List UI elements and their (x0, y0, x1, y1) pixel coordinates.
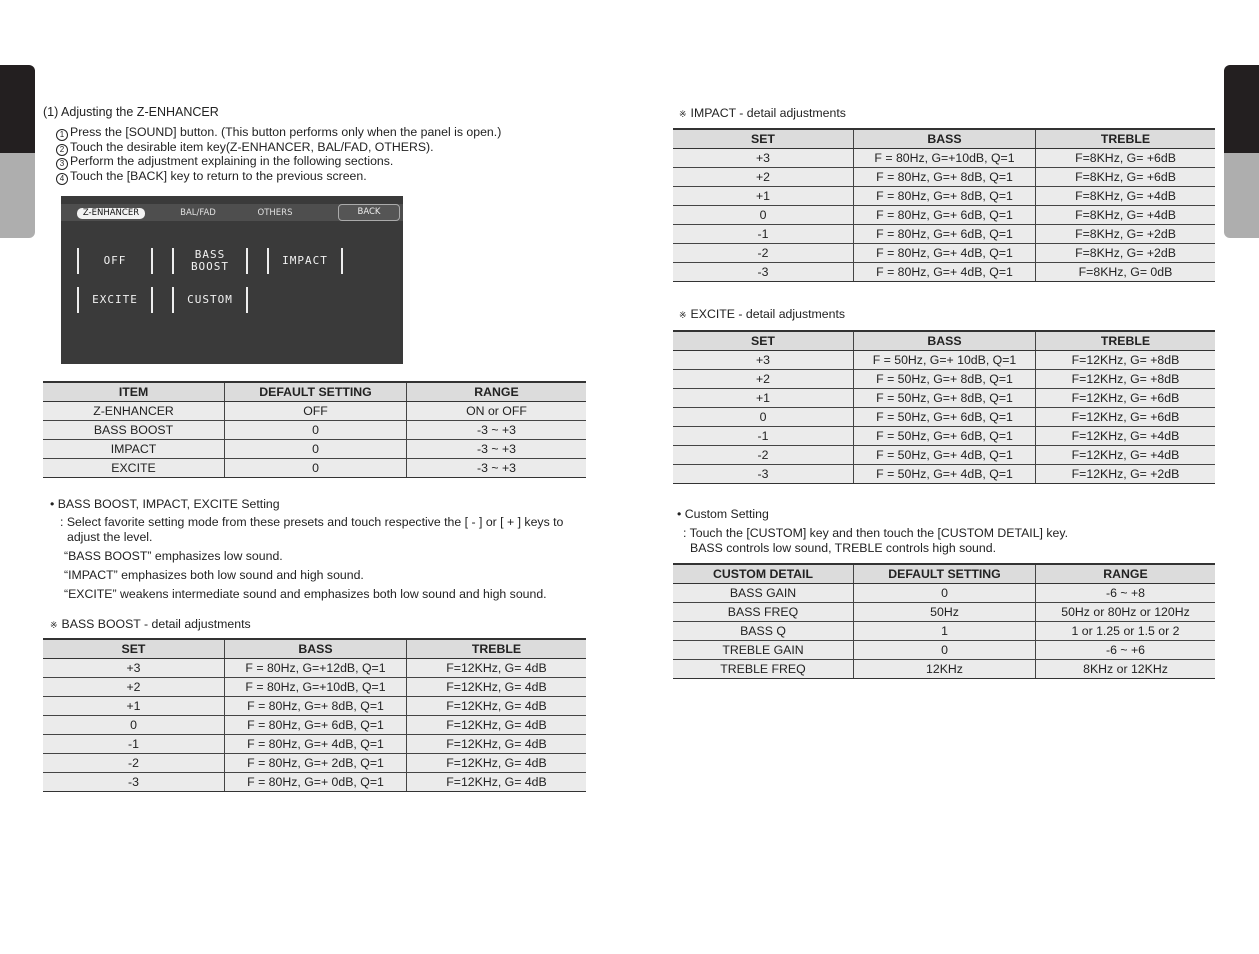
table-cell: +1 (43, 697, 225, 716)
column-header: SET (43, 639, 225, 659)
table-cell: +3 (673, 351, 854, 370)
table-cell: BASS Q (673, 622, 854, 641)
setting-line-4: “IMPACT” emphasizes both low sound and high sound. (64, 568, 364, 582)
step-text-1: Press the [SOUND] button. (This button performs only when the panel is open.) (70, 125, 502, 139)
screen-bass-boost-button[interactable]: BASS BOOST (172, 248, 248, 274)
left-thumb-tab-grey (0, 153, 35, 238)
step-number-3: 3 (56, 158, 68, 170)
table-row (673, 622, 1215, 641)
table-header-row (43, 639, 586, 659)
column-header: SET (673, 129, 854, 149)
impact-title (679, 106, 846, 120)
custom-line-1: : Touch the [CUSTOM] key and then touch the [CUSTOM DETAIL] key. (683, 526, 1069, 540)
table-row (43, 678, 586, 697)
screen-off-button[interactable]: OFF (77, 248, 153, 274)
table-row (673, 465, 1215, 484)
table-cell: +2 (673, 168, 854, 187)
table-cell: F=8KHz, G= +6dB (1036, 168, 1216, 187)
table-row (673, 603, 1215, 622)
table-cell: -2 (673, 446, 854, 465)
table-cell: F=12KHz, G= 4dB (407, 678, 587, 697)
table-row (43, 697, 586, 716)
table-cell: F=12KHz, G= 4dB (407, 659, 587, 678)
column-header: BASS (225, 639, 407, 659)
table-cell: -2 (43, 754, 225, 773)
table-row (43, 735, 586, 754)
table-cell: BASS FREQ (673, 603, 854, 622)
table-cell: +2 (673, 370, 854, 389)
bass-boost-title (50, 617, 251, 631)
table-cell: -6 ~ +8 (1036, 584, 1216, 603)
custom-detail-table (673, 563, 1215, 679)
table-cell: F = 80Hz, G=+ 2dB, Q=1 (225, 754, 407, 773)
table-cell: F = 80Hz, G=+12dB, Q=1 (225, 659, 407, 678)
table-cell: 0 (225, 459, 407, 478)
step-4 (56, 169, 367, 185)
table-cell: -6 ~ +6 (1036, 641, 1216, 660)
custom-heading: Custom Setting (684, 507, 769, 521)
bullet-dot-icon: • (50, 497, 58, 511)
table-cell: 0 (673, 408, 854, 427)
excite-title (679, 307, 845, 321)
table-row (673, 351, 1215, 370)
reference-mark-icon: ※ (679, 109, 687, 119)
table-cell: F=8KHz, G= +6dB (1036, 149, 1216, 168)
table-cell: F=12KHz, G= 4dB (407, 735, 587, 754)
table-cell: F = 50Hz, G=+ 4dB, Q=1 (854, 446, 1036, 465)
screen-custom-button[interactable]: CUSTOM (172, 287, 248, 313)
table-cell: F=12KHz, G= +8dB (1036, 370, 1216, 389)
table-cell: +3 (673, 149, 854, 168)
table-cell: F=8KHz, G= +2dB (1036, 244, 1216, 263)
table-cell: -3 ~ +3 (407, 440, 587, 459)
table-cell: F=8KHz, G= +4dB (1036, 206, 1216, 225)
column-header: RANGE (1036, 564, 1216, 584)
table-row (43, 440, 586, 459)
step-text-2: Touch the desirable item key(Z-ENHANCER, BAL/FAD, OTHERS). (70, 140, 434, 154)
table-row (673, 584, 1215, 603)
column-header: DEFAULT SETTING (854, 564, 1036, 584)
table-cell: F=12KHz, G= 4dB (407, 716, 587, 735)
item-table (43, 381, 586, 478)
table-row (673, 446, 1215, 465)
table-cell: F = 80Hz, G=+ 8dB, Q=1 (854, 168, 1036, 187)
table-cell: F = 80Hz, G=+10dB, Q=1 (225, 678, 407, 697)
table-row (673, 660, 1215, 679)
table-cell: OFF (225, 402, 407, 421)
table-row (673, 370, 1215, 389)
column-header: BASS (854, 129, 1036, 149)
table-cell: +2 (43, 678, 225, 697)
table-cell: F = 50Hz, G=+ 8dB, Q=1 (854, 389, 1036, 408)
table-cell: BASS BOOST (43, 421, 225, 440)
bullet-dot-icon: • (677, 507, 685, 521)
step-number-2: 2 (56, 144, 68, 156)
table-cell: 1 (854, 622, 1036, 641)
impact-table (673, 128, 1215, 282)
table-cell: -3 (43, 773, 225, 792)
right-thumb-tab-dark (1224, 65, 1259, 153)
table-cell: EXCITE (43, 459, 225, 478)
setting-line-1: : Select favorite setting mode from these presets and touch respective the [ - ] or [ + ] keys to (60, 515, 564, 529)
column-header: ITEM (43, 382, 225, 402)
screen-tab-bal-fad[interactable]: BAL/FAD (180, 208, 216, 218)
table-row (673, 187, 1215, 206)
table-cell: F=12KHz, G= +4dB (1036, 427, 1216, 446)
table-cell: TREBLE GAIN (673, 641, 854, 660)
table-cell: -1 (43, 735, 225, 754)
table-cell: +1 (673, 187, 854, 206)
table-cell: -1 (673, 427, 854, 446)
table-cell: 8KHz or 12KHz (1036, 660, 1216, 679)
column-header: RANGE (407, 382, 587, 402)
table-cell: 12KHz (854, 660, 1036, 679)
step-number-1: 1 (56, 129, 68, 141)
table-cell: F = 80Hz, G=+ 4dB, Q=1 (854, 263, 1036, 282)
table-cell: 0 (225, 440, 407, 459)
table-cell: 0 (225, 421, 407, 440)
table-cell: F = 80Hz, G=+ 0dB, Q=1 (225, 773, 407, 792)
table-cell: F = 50Hz, G=+ 4dB, Q=1 (854, 465, 1036, 484)
table-cell: +1 (673, 389, 854, 408)
table-cell: F = 50Hz, G=+ 6dB, Q=1 (854, 427, 1036, 446)
table-cell: F = 50Hz, G=+ 10dB, Q=1 (854, 351, 1036, 370)
table-cell: F=8KHz, G= 0dB (1036, 263, 1216, 282)
column-header: DEFAULT SETTING (225, 382, 407, 402)
table-header-row (673, 129, 1215, 149)
impact-title-text: IMPACT - detail adjustments (690, 106, 846, 120)
reference-mark-icon: ※ (679, 310, 687, 320)
table-row (43, 773, 586, 792)
screen-tab-z-enhancer[interactable]: Z-ENHANCER (77, 208, 145, 219)
table-cell: F=12KHz, G= 4dB (407, 697, 587, 716)
right-thumb-tab-grey (1224, 153, 1259, 238)
table-header-row (43, 382, 586, 402)
table-cell: F=12KHz, G= +6dB (1036, 389, 1216, 408)
table-cell: -3 (673, 263, 854, 282)
table-cell: -3 (673, 465, 854, 484)
step-text-3: Perform the adjustment explaining in the following sections. (70, 154, 394, 168)
screen-excite-button[interactable]: EXCITE (77, 287, 153, 313)
table-cell: F = 80Hz, G=+10dB, Q=1 (854, 149, 1036, 168)
column-header: TREBLE (1036, 129, 1216, 149)
table-cell: F = 80Hz, G=+ 6dB, Q=1 (225, 716, 407, 735)
step-1 (56, 125, 501, 141)
step-3 (56, 154, 393, 170)
setting-line-2: adjust the level. (67, 530, 153, 544)
table-row (43, 659, 586, 678)
left-thumb-tab-dark (0, 65, 35, 153)
screen-tab-others[interactable]: OTHERS (257, 208, 293, 218)
table-cell: 0 (854, 641, 1036, 660)
custom-line-2: BASS controls low sound, TREBLE controls high sound. (690, 541, 996, 555)
section-title-z-enhancer: (1) Adjusting the Z-ENHANCER (43, 105, 219, 119)
column-header: BASS (854, 331, 1036, 351)
column-header: TREBLE (1036, 331, 1216, 351)
table-cell: F=12KHz, G= 4dB (407, 773, 587, 792)
table-row (673, 263, 1215, 282)
table-row (43, 459, 586, 478)
table-cell: F=12KHz, G= +4dB (1036, 446, 1216, 465)
screen-impact-button[interactable]: IMPACT (267, 248, 343, 274)
table-row (43, 754, 586, 773)
table-cell: -3 ~ +3 (407, 421, 587, 440)
table-row (673, 641, 1215, 660)
table-cell: 0 (854, 584, 1036, 603)
table-cell: -2 (673, 244, 854, 263)
reference-mark-icon: ※ (50, 620, 58, 630)
table-cell: ON or OFF (407, 402, 587, 421)
table-cell: F = 50Hz, G=+ 8dB, Q=1 (854, 370, 1036, 389)
table-row (673, 389, 1215, 408)
step-text-4: Touch the [BACK] key to return to the previous screen. (70, 169, 367, 183)
table-cell: F=8KHz, G= +2dB (1036, 225, 1216, 244)
table-row (43, 402, 586, 421)
table-cell: F = 80Hz, G=+ 4dB, Q=1 (854, 244, 1036, 263)
table-cell: F = 80Hz, G=+ 6dB, Q=1 (854, 206, 1036, 225)
screen-back-button[interactable]: BACK (338, 204, 400, 221)
bass-boost-table (43, 638, 586, 792)
table-row (43, 421, 586, 440)
table-cell: 0 (43, 716, 225, 735)
table-cell: 1 or 1.25 or 1.5 or 2 (1036, 622, 1216, 641)
excite-table (673, 330, 1215, 484)
table-row (673, 244, 1215, 263)
custom-bullet (677, 507, 769, 521)
table-cell: F=12KHz, G= +6dB (1036, 408, 1216, 427)
table-cell: TREBLE FREQ (673, 660, 854, 679)
setting-line-3: “BASS BOOST” emphasizes low sound. (64, 549, 283, 563)
column-header: CUSTOM DETAIL (673, 564, 854, 584)
column-header: TREBLE (407, 639, 587, 659)
column-header: SET (673, 331, 854, 351)
table-cell: 50Hz or 80Hz or 120Hz (1036, 603, 1216, 622)
table-cell: BASS GAIN (673, 584, 854, 603)
setting-line-5: “EXCITE” weakens intermediate sound and emphasizes both low sound and high sound. (64, 587, 547, 601)
table-cell: F=12KHz, G= +8dB (1036, 351, 1216, 370)
table-cell: F = 80Hz, G=+ 6dB, Q=1 (854, 225, 1036, 244)
table-cell: F = 50Hz, G=+ 6dB, Q=1 (854, 408, 1036, 427)
table-cell: 50Hz (854, 603, 1036, 622)
table-row (673, 427, 1215, 446)
table-header-row (673, 564, 1215, 584)
table-cell: F=12KHz, G= 4dB (407, 754, 587, 773)
table-row (673, 149, 1215, 168)
table-cell: F = 80Hz, G=+ 8dB, Q=1 (854, 187, 1036, 206)
table-cell: F = 80Hz, G=+ 8dB, Q=1 (225, 697, 407, 716)
table-header-row (673, 331, 1215, 351)
setting-heading: BASS BOOST, IMPACT, EXCITE Setting (57, 497, 280, 511)
excite-title-text: EXCITE - detail adjustments (690, 307, 846, 321)
table-cell: Z-ENHANCER (43, 402, 225, 421)
table-cell: 0 (673, 206, 854, 225)
table-cell: -1 (673, 225, 854, 244)
table-cell: +3 (43, 659, 225, 678)
step-number-4: 4 (56, 173, 68, 185)
device-screen-illustration (61, 196, 403, 364)
table-cell: -3 ~ +3 (407, 459, 587, 478)
bass-boost-title-text: BASS BOOST - detail adjustments (61, 617, 251, 631)
table-row (673, 168, 1215, 187)
table-row (43, 716, 586, 735)
table-cell: IMPACT (43, 440, 225, 459)
table-row (673, 225, 1215, 244)
table-row (673, 206, 1215, 225)
table-cell: F=12KHz, G= +2dB (1036, 465, 1216, 484)
table-cell: F=8KHz, G= +4dB (1036, 187, 1216, 206)
table-cell: F = 80Hz, G=+ 4dB, Q=1 (225, 735, 407, 754)
setting-bullet (50, 497, 280, 511)
table-row (673, 408, 1215, 427)
